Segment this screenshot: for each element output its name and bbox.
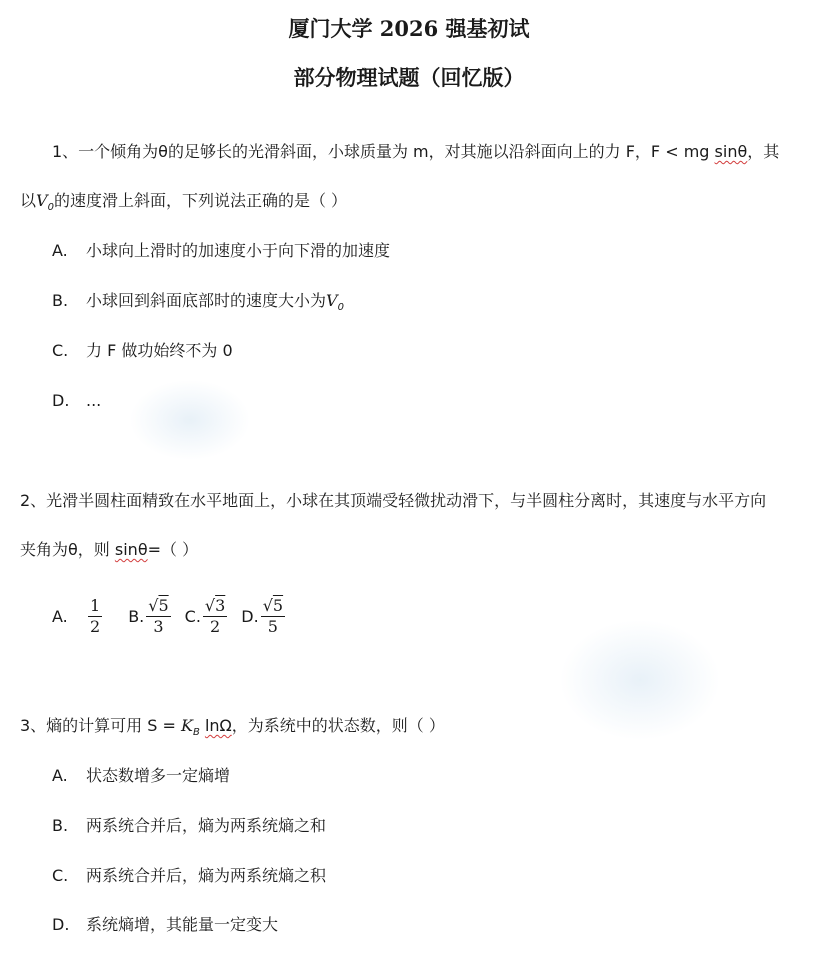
option-text: 小球向上滑时的加速度小于向下滑的加速度 <box>86 241 391 260</box>
fraction <box>261 596 285 637</box>
fraction-denominator: 3 <box>153 616 164 636</box>
q2-sin-term: sinθ <box>114 540 148 559</box>
option-label: C. <box>184 606 201 626</box>
scan-smudge <box>130 380 250 460</box>
fraction-numerator <box>203 596 227 617</box>
q1-option-b <box>52 289 344 320</box>
sqrt-icon: √ <box>204 595 216 615</box>
option-text: 状态数增多一定熵增 <box>86 766 231 785</box>
option-text: 小球回到斜面底部时的速度大小为 <box>86 291 327 310</box>
radicand: 5 <box>158 595 169 615</box>
q1-stem2-text: 以 <box>20 191 37 210</box>
fraction-denominator: 2 <box>210 616 221 636</box>
radicand: 5 <box>272 595 284 615</box>
q3-k-symbol: K <box>181 716 193 735</box>
fraction-numerator <box>261 596 285 617</box>
fraction <box>88 596 102 637</box>
q3-option-b <box>52 814 326 838</box>
option-label: C. <box>52 866 69 885</box>
q3-stem-text-end: ，为系统中的状态数，则（ ） <box>231 716 445 735</box>
q2-option-b <box>128 596 170 637</box>
q2-stem2-text-end: =（ ） <box>147 540 199 559</box>
q1-v-subscript: 0 <box>47 202 54 214</box>
option-label: A. <box>52 241 68 260</box>
option-label: D. <box>241 606 259 626</box>
option-label: D. <box>52 915 70 934</box>
q1-b-v-symbol: V <box>326 291 338 310</box>
q1-stem-line2 <box>20 189 347 220</box>
q3-k-subscript: B <box>192 727 200 739</box>
option-label: B. <box>128 606 145 626</box>
q1-v-symbol: V <box>36 191 48 210</box>
q1-option-c <box>52 339 233 363</box>
q1-stem2-text-end: 的速度滑上斜面，下列说法正确的是（ ） <box>53 191 348 210</box>
q3-option-c <box>52 864 326 888</box>
doc-title-line1: 厦门大学 2026 强基初试 <box>288 16 530 41</box>
q1-option-a <box>52 239 390 263</box>
option-text: 两系统合并后，熵为两系统熵之积 <box>86 866 327 885</box>
q1-option-d <box>52 389 101 413</box>
q2-stem2-text: 夹角为θ，则 <box>20 540 115 559</box>
q2-option-c <box>185 596 228 637</box>
fraction-numerator: 1 <box>90 595 101 615</box>
q3-stem-text: 3、熵的计算可用 S = <box>20 716 182 735</box>
q2-stem-text: 2、光滑半圆柱面精致在水平地面上，小球在其顶端受轻微扰动滑下，与半圆柱分离时，其速度与水平方向 <box>20 491 767 510</box>
fraction <box>146 596 170 637</box>
option-text: 力 F 做功始终不为 0 <box>86 341 233 360</box>
option-label: A. <box>52 606 68 626</box>
option-label: C. <box>52 341 69 360</box>
doc-title-line2: 部分物理试题（回忆版） <box>293 65 525 90</box>
fraction-denominator: 2 <box>90 616 101 636</box>
q1-stem-text-end: ，其 <box>747 142 780 161</box>
q3-option-d <box>52 913 278 937</box>
q2-option-d <box>241 596 285 637</box>
q2-options-row <box>52 588 299 644</box>
q1-sin-term: sinθ <box>714 142 748 161</box>
q1-stem-line1 <box>52 140 779 164</box>
option-label: D. <box>52 391 70 410</box>
fraction <box>203 596 227 637</box>
radicand: 3 <box>215 595 226 615</box>
q1-stem-text: 1、一个倾角为θ的足够长的光滑斜面，小球质量为 m，对其施以沿斜面向上的力 F，F < mg <box>52 142 715 161</box>
sqrt-icon: √ <box>262 595 273 615</box>
option-label: B. <box>52 816 69 835</box>
option-text: ... <box>86 391 102 410</box>
q2-stem-line1 <box>20 489 766 513</box>
fraction-denominator: 5 <box>267 616 278 636</box>
scan-smudge <box>560 620 720 740</box>
q3-ln-term: lnΩ <box>204 716 232 735</box>
q1-b-v-subscript: 0 <box>337 302 344 314</box>
option-label: B. <box>52 291 69 310</box>
sqrt-icon: √ <box>148 595 159 615</box>
q3-stem-line1 <box>20 714 445 745</box>
option-text: 系统熵增，其能量一定变大 <box>86 915 279 934</box>
option-label: A. <box>52 766 68 785</box>
option-text: 两系统合并后，熵为两系统熵之和 <box>86 816 327 835</box>
q2-option-a <box>52 596 102 637</box>
fraction-numerator <box>146 596 170 617</box>
q2-stem-line2 <box>20 538 198 562</box>
q3-option-a <box>52 764 230 788</box>
